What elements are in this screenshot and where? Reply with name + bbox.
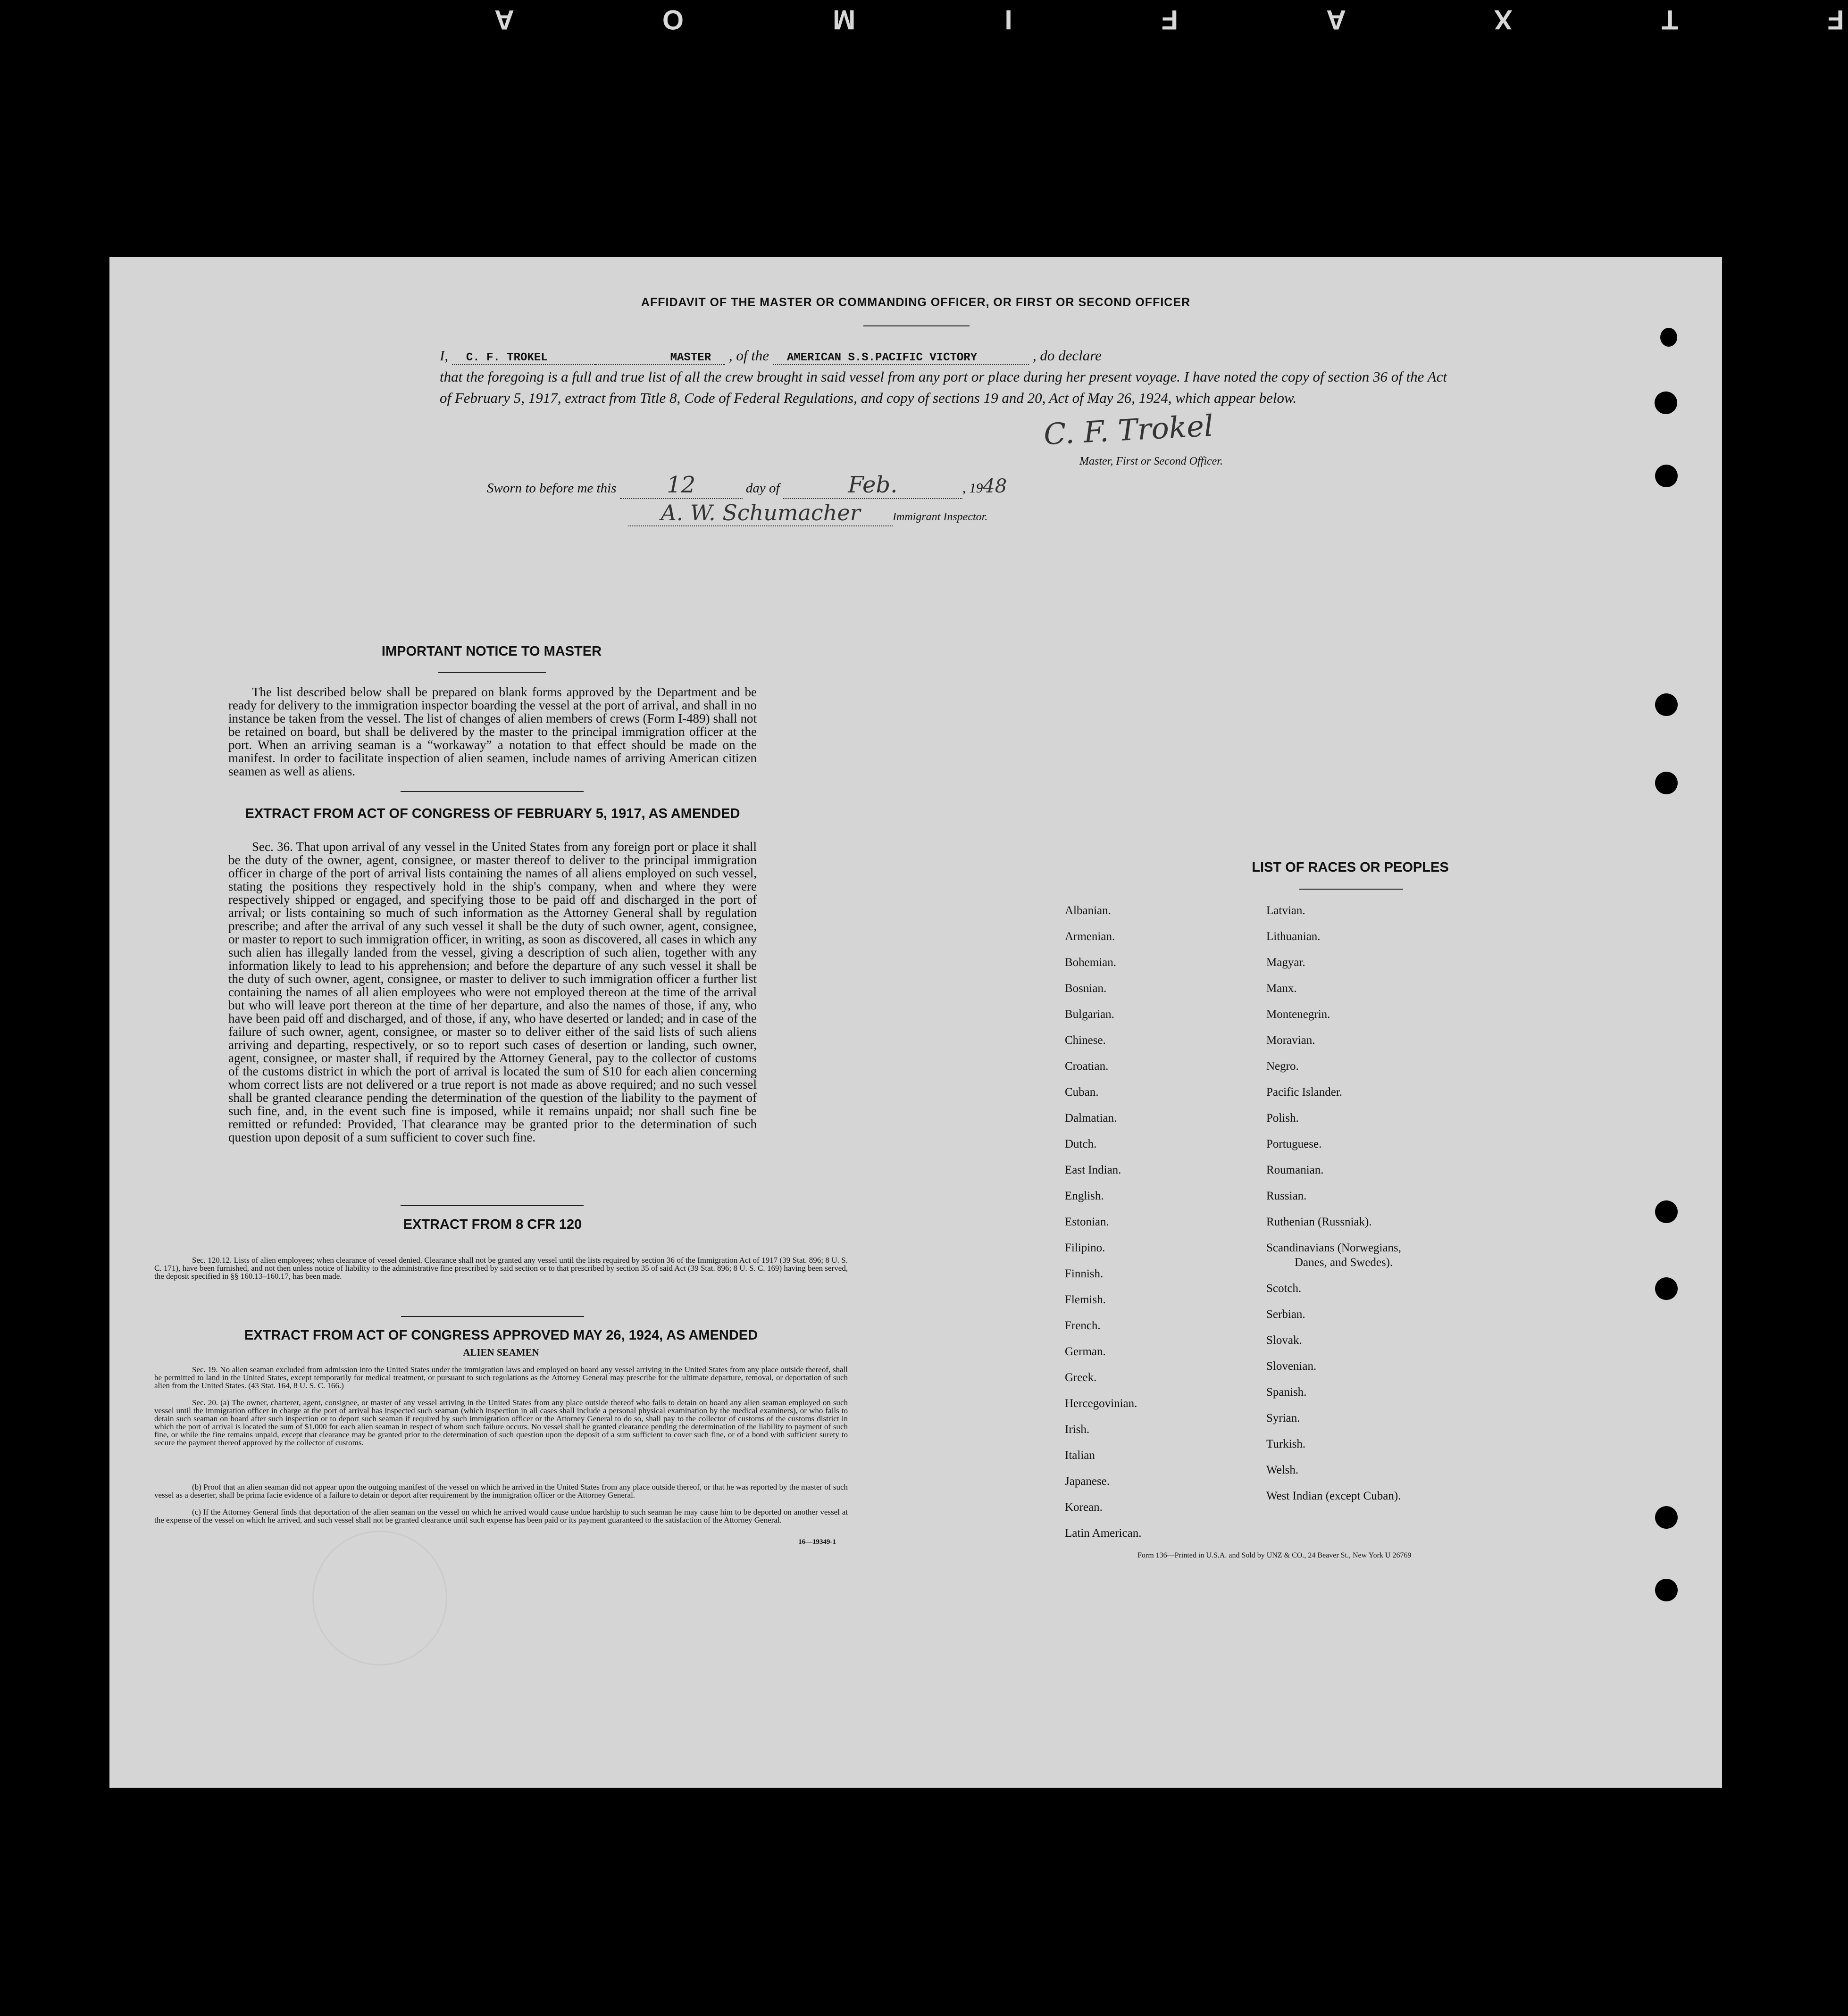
race-item: Filipino.: [1065, 1241, 1105, 1254]
race-item: English.: [1065, 1190, 1104, 1202]
race-item: Danes, and Swedes).: [1295, 1256, 1393, 1269]
extract-1924-sec20c: (c) If the Attorney General finds that deportation of the alien seaman on the vessel on which he arrived would cause undue hardship to such seaman he may cause him to be deported on another vessel at the expense of the vessel on which he arrived, and such vessel shall not be granted clearance until such expense has been paid or its payment guaranteed to the satisfaction of the Attorney General.: [154, 1508, 848, 1524]
film-edge-marks: F T X A F I M O A: [424, 4, 1844, 35]
race-item: Negro.: [1266, 1060, 1299, 1073]
race-item: Portuguese.: [1266, 1138, 1322, 1150]
notice-text: The list described below shall be prepared on blank forms approved by the Department and be ready for delivery to the immigration inspector boarding the vessel at the port of arrival, and shall in no instance be taken from the vessel. The list of changes of alien members of crews (Form I-489) shall not be retained on board, but shall be delivered by the master to the principal immigration officer at the port. When an arriving seaman is a “workaway” a notation to that effect should be made on the manifest. In order to facilitate inspection of alien seamen, include names of arriving American citizen seamen as well as aliens.: [228, 685, 757, 778]
race-item: Slovenian.: [1266, 1360, 1317, 1373]
punch-hole: [1655, 1200, 1678, 1223]
punch-hole: [1655, 1506, 1678, 1529]
master-signature-label: Master, First or Second Officer.: [1079, 455, 1223, 467]
sworn-line: [487, 472, 1007, 499]
race-item: Scandinavians (Norwegians,: [1266, 1241, 1402, 1254]
inspector-line: [628, 500, 987, 526]
extract-cfr-rule: [401, 1316, 584, 1317]
extract-1924-subtitle: ALIEN SEAMEN: [463, 1347, 539, 1358]
sworn-year: 48: [983, 475, 1007, 497]
punch-hole: [1655, 465, 1678, 487]
extract-1924-sec19: Sec. 19. No alien seaman excluded from admission into the United States under the immigration laws and employed on board any vessel arriving in the United States from any place outside thereof, shall be permitted to land in the United States, except temporarily for medical treatment, or pursuant to such regulations as the Attorney General may prescribe for the ultimate departure, removal, or deportation of such alien from the United States. (43 Stat. 164, 8 U. S. C. 166.): [154, 1365, 848, 1390]
race-item: Latin American.: [1065, 1527, 1142, 1540]
sworn-month: Feb.: [783, 472, 962, 499]
master-name: C. F. TROKEL: [452, 351, 595, 365]
extract-1917-text: Sec. 36. That upon arrival of any vessel in the United States from any foreign port or place it shall be the duty of the owner, agent, consignee, or master thereof to deliver to the principal immigration officer in charge of the port of arrival lists containing the names of all aliens employed on such vessel, stating the positions they respectively hold in the ship's company, when and where they were respectively shipped or engaged, and specifying those to be paid off and discharged in the port of arrival; or lists containing so much of such information as the Attorney General shall by regulation prescribe; and after the arrival of any such vessel it shall be the duty of such owner, agent, consignee, or master to report to such immigration officer, in writing, as soon as discovered, all cases in which any such alien has illegally landed from the vessel, giving a description of such alien, together with any information likely to lead to his apprehension; and before the departure of any such vessel it shall be the duty of such owner, agent, consignee, or master to deliver to such immigration officer a further list containing the names of all alien employees who were not employed thereon at the time of the arrival but who will leave port thereon at the time of her departure, and also the names of those, if any, who have been paid off and discharged, and of those, if any, who have deserted or landed; and in case of the failure of such owner, agent, consignee, or master so to deliver either of the said lists of such aliens arriving and departing, respectively, or so to report such cases of desertion or landing, such owner, agent, consignee, or master shall, if required by the Attorney General, pay to the collector of customs of the customs district in which the port of arrival is located the sum of $10 for each alien concerning whom correct lists are not delivered or a true report is not made as above required; and no such vessel shall be granted clearance pending the determination of the question of the liability to the payment of such fine, and, in the event such fine is imposed, while it remains unpaid; nor shall such fine be remitted or refunded: Provided, That clearance may be granted prior to the determination of such question upon deposit of a sum sufficient to cover such fine.: [228, 840, 757, 1144]
document-page: [109, 257, 1722, 1788]
race-item: French.: [1065, 1319, 1101, 1332]
sworn-day: 12: [620, 472, 743, 499]
race-item: Scotch.: [1266, 1282, 1302, 1295]
extract-1924-code: 16—19349-1: [798, 1538, 836, 1546]
race-item: West Indian (except Cuban).: [1266, 1490, 1401, 1502]
declaration-body: that the foregoing is a full and true list of all the crew brought in said vessel from any port or place during her present voyage. I have noted the copy of section 36 of the Act of February 5, 1917, extract from Title 8, Code of Federal Regulations, and copy of sections 19 and 20, Act of May 26, 1924, which appear below.: [440, 368, 1447, 406]
title-rule: [863, 325, 970, 326]
race-item: Latvian.: [1266, 904, 1305, 917]
inspector-label: Immigrant Inspector.: [893, 511, 988, 523]
extract-cfr-title: EXTRACT FROM 8 CFR 120: [403, 1217, 582, 1232]
race-item: Japanese.: [1065, 1475, 1110, 1488]
sworn-prefix: Sworn to before me this: [487, 481, 617, 496]
sworn-day-of: day of: [745, 481, 780, 496]
punch-hole: [1655, 693, 1678, 716]
notice-rule: [438, 672, 546, 673]
form-footer: Form 136—Printed in U.S.A. and Sold by UNZ & CO., 24 Beaver St., New York U 26769: [1137, 1551, 1412, 1559]
master-signature: C. F. Trokel: [1043, 408, 1214, 452]
extract-1917-rule: [401, 1205, 584, 1206]
punch-hole: [1655, 392, 1677, 414]
race-item: Russian.: [1266, 1190, 1307, 1202]
race-item: Chinese.: [1065, 1034, 1106, 1047]
race-item: Dutch.: [1065, 1138, 1097, 1150]
notice-bottom-rule: [401, 791, 584, 792]
race-item: German.: [1065, 1345, 1106, 1358]
punch-hole: [1655, 1579, 1678, 1601]
race-item: Roumanian.: [1266, 1164, 1324, 1176]
race-item: Irish.: [1065, 1423, 1090, 1436]
affidavit-title: AFFIDAVIT OF THE MASTER OR COMMANDING OFFICER, OR FIRST OR SECOND OFFICER: [641, 296, 1191, 309]
race-item: Moravian.: [1266, 1034, 1315, 1047]
race-item: Polish.: [1266, 1112, 1299, 1125]
do-declare-label: , do declare: [1032, 347, 1102, 364]
race-item: Pacific Islander.: [1266, 1086, 1343, 1099]
master-rank: MASTER: [595, 351, 725, 365]
punch-hole: [1655, 772, 1678, 794]
of-the-label: , of the: [728, 347, 769, 364]
race-item: Lithuanian.: [1266, 930, 1321, 943]
race-item: Greek.: [1065, 1371, 1097, 1384]
inspector-signature: A. W. Schumacher: [628, 500, 893, 526]
race-item: Ruthenian (Russniak).: [1266, 1216, 1372, 1228]
race-item: Magyar.: [1266, 956, 1305, 969]
race-item: Korean.: [1065, 1501, 1103, 1514]
race-item: Manx.: [1266, 982, 1297, 995]
race-item: Croatian.: [1065, 1060, 1109, 1073]
punch-hole: [1660, 328, 1677, 347]
race-item: Flemish.: [1065, 1293, 1106, 1306]
race-item: Turkish.: [1266, 1438, 1306, 1450]
vessel-name: AMERICAN S.S.PACIFIC VICTORY: [773, 351, 1029, 365]
race-item: Bulgarian.: [1065, 1008, 1114, 1021]
extract-1924-sec20b: (b) Proof that an alien seaman did not appear upon the outgoing manifest of the vessel on which he arrived in the United States from any place outside thereof, or that he was reported by the master of such vessel as a deserter, shall be prima facie evidence of a failure to detain or deport after requirement by the immigration officer or the Attorney General.: [154, 1483, 848, 1500]
races-title: LIST OF RACES OR PEOPLES: [1252, 860, 1449, 875]
race-item: Italian: [1065, 1449, 1095, 1462]
race-item: Estonian.: [1065, 1216, 1109, 1228]
race-item: Armenian.: [1065, 930, 1115, 943]
race-item: Welsh.: [1266, 1464, 1299, 1476]
race-item: East Indian.: [1065, 1164, 1121, 1176]
notice-title: IMPORTANT NOTICE TO MASTER: [381, 644, 602, 659]
extract-1917-title: EXTRACT FROM ACT OF CONGRESS OF FEBRUARY 5, 1917, AS AMENDED: [245, 806, 740, 821]
race-item: Montenegrin.: [1266, 1008, 1330, 1021]
race-item: Syrian.: [1266, 1412, 1300, 1425]
declaration-line: [440, 345, 1447, 368]
race-item: Albanian.: [1065, 904, 1111, 917]
race-item: Spanish.: [1266, 1386, 1307, 1399]
embossed-seal: [312, 1531, 447, 1666]
extract-cfr-text: Sec. 120.12. Lists of alien employees; when clearance of vessel denied. Clearance shall not be granted any vessel until the lists required by section 36 of the Immigration Act of 1917 (39 Stat. 896; 8 U. S. C. 171), have been furnished, and not then unless notice of liability to the administrative fine prescribed by said section or to that prescribed by section 35 of said Act (39 Stat. 896; 8 U. S. C. 169) having been served, the deposit specified in §§ 160.13–160.17, has been made.: [154, 1256, 848, 1281]
races-rule: [1299, 889, 1403, 890]
race-item: Bohemian.: [1065, 956, 1117, 969]
race-item: Bosnian.: [1065, 982, 1107, 995]
punch-hole: [1655, 1277, 1678, 1300]
race-item: Slovak.: [1266, 1334, 1302, 1347]
race-item: Finnish.: [1065, 1267, 1104, 1280]
declaration-intro: I,: [440, 347, 449, 364]
race-item: Dalmatian.: [1065, 1112, 1117, 1125]
extract-1924-title: EXTRACT FROM ACT OF CONGRESS APPROVED MAY 26, 1924, AS AMENDED: [244, 1328, 758, 1343]
race-item: Serbian.: [1266, 1308, 1305, 1321]
sworn-year-prefix: , 19: [962, 481, 983, 496]
race-item: Cuban.: [1065, 1086, 1099, 1099]
race-item: Hercegovinian.: [1065, 1397, 1137, 1410]
extract-1924-sec20a: Sec. 20. (a) The owner, charterer, agent, consignee, or master of any vessel arriving in the United States from any place outside thereof who fails to detain on board any alien seaman employed on such vessel until the immigration officer in charge at the port of arrival has inspected such seaman (which inspection in all cases shall include a personal physical examination by the medical examiners), or who fails to detain such seaman on board after such inspection or to deport such seaman if required by such immigration officer or the Attorney General to do so, shall pay to the collector of customs of the customs district in which the port of arrival is located the sum of $1,000 for each alien seaman in respect of whom such failure occurs. No vessel shall be granted clearance pending the determination of the liability to payment of such fine, or while the fine remains unpaid, except that clearance may be granted prior to the determination of such question upon the deposit of a sum sufficient to cover such fine, or of a bond with sufficient surety to secure the payment thereof approved by the collector of customs.: [154, 1398, 848, 1447]
